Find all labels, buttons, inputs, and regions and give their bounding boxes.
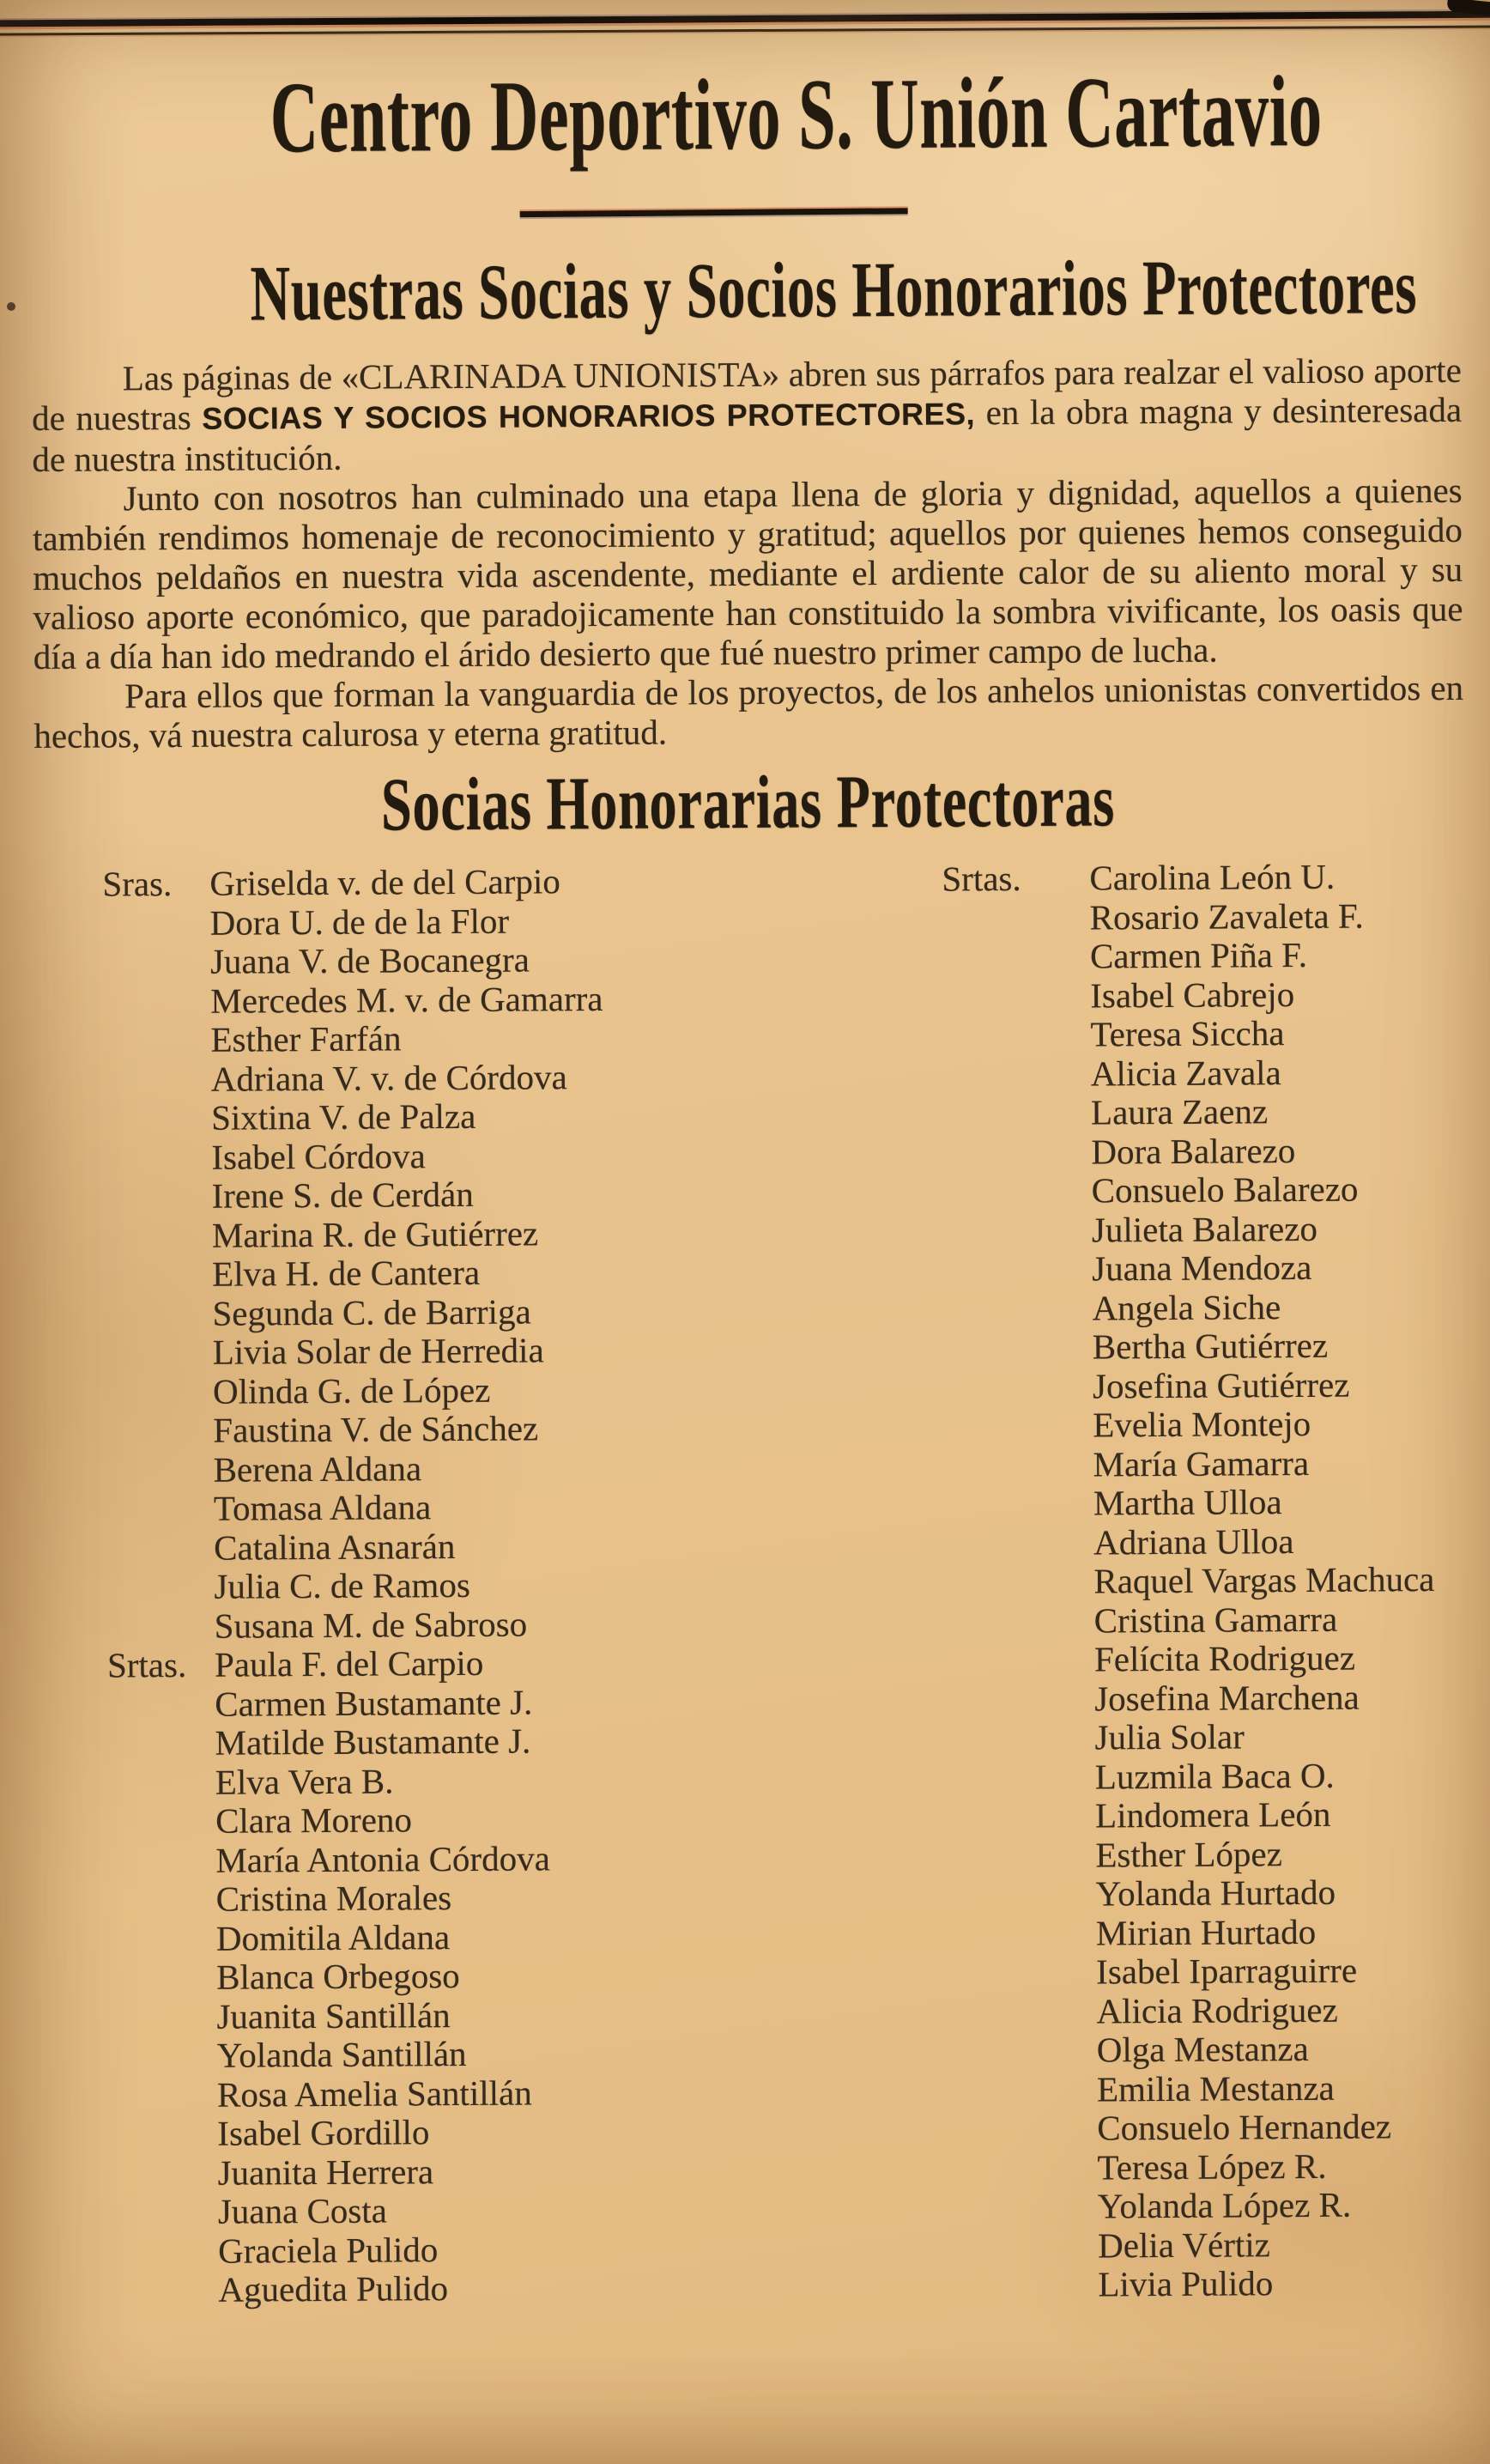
intro-p1-text-after: en la obra magna y desinteresada de nuestra institución. (32, 389, 1463, 480)
member-row (106, 1563, 845, 1607)
member-row (949, 2029, 1490, 2071)
member-name: Faustina V. de Sánchez (213, 1408, 539, 1450)
member-row (942, 1013, 1490, 1055)
member-name: Julia Solar (1094, 1716, 1245, 1757)
member-name: Adriana Ulloa (1093, 1520, 1294, 1562)
member-name: Isabel Gordillo (217, 2112, 430, 2153)
member-row (950, 2224, 1490, 2266)
member-row (102, 860, 840, 904)
member-name: Juana Costa (217, 2190, 388, 2231)
member-name: Josefina Marchena (1094, 1677, 1360, 1718)
member-name: Juanita Santillán (216, 1994, 451, 2036)
member-row (949, 2067, 1490, 2109)
member-row (111, 2188, 849, 2232)
intro-p1-bold-text: SOCIAS Y SOCIOS HONORARIOS PROTECTORES, (202, 396, 976, 436)
member-name: Carmen Bustamante J. (215, 1681, 533, 1724)
member-name: Dora U. de de la Flor (209, 901, 510, 943)
member-row (109, 1954, 847, 1998)
member-row (103, 1017, 841, 1060)
member-name: Cristina Morales (215, 1878, 452, 1919)
member-row (943, 1091, 1490, 1133)
member-name: Juanita Herrera (217, 2151, 434, 2193)
member-row (948, 1911, 1490, 1953)
member-row (948, 1951, 1490, 1993)
member-row (950, 2263, 1490, 2305)
member-name: Juana Mendoza (1092, 1247, 1312, 1289)
members-column-right (942, 857, 1490, 2305)
honorific-prefix: Sras. (102, 864, 173, 904)
member-row (105, 1173, 843, 1217)
member-row (106, 1329, 844, 1373)
members-column-left (102, 860, 849, 2310)
member-name: Yolanda Santillán (216, 2033, 467, 2075)
member-name: Carolina León U. (1089, 856, 1336, 898)
member-name: Olga Mestanza (1096, 2028, 1309, 2070)
member-name: Aguedita Pulido (218, 2268, 449, 2309)
section-heading: Socias Honorarias Protectoras (381, 759, 1116, 847)
member-name: Cristina Gamarra (1093, 1599, 1338, 1640)
member-row (106, 1525, 845, 1569)
member-name: Alicia Rodriguez (1096, 1989, 1338, 2030)
member-name: Blanca Orbegoso (216, 1956, 460, 1997)
member-row (110, 2110, 848, 2154)
member-row (105, 1290, 843, 1334)
member-name: Lindomera León (1094, 1793, 1331, 1836)
member-row (949, 2107, 1490, 2149)
member-name: Elva H. de Cantera (212, 1252, 481, 1294)
member-row (944, 1247, 1490, 1290)
intro-paragraph-2: Junto con nosotros han culminado una etapa llena de gloria y dignidad, aquellos a quienes también rendimos homenaje de reconocimiento y gratitud; aquellos por quienes hemos conseguido muchos peldaños en nuestra vida ascendente, mediante el ardiente calor de su aliento moral y su valioso aporte económico, que paradojicamente han constituido la sombra vivificante, los oasis que día a día han ido medrando el árido desierto que fué nuestro primer campo de lucha. (32, 470, 1463, 677)
member-name: Bertha Gutiérrez (1092, 1325, 1329, 1367)
member-name: Domitila Aldana (215, 1916, 451, 1958)
member-name: Irene S. de Cerdán (211, 1174, 474, 1216)
member-name: Laura Zaenz (1090, 1091, 1269, 1132)
member-row (106, 1369, 844, 1412)
member-name: Consuelo Balarezo (1091, 1168, 1359, 1211)
member-name: María Antonia Córdova (215, 1837, 550, 1880)
member-row (110, 2032, 848, 2076)
member-row (107, 1720, 845, 1763)
member-name: Evelia Montejo (1093, 1403, 1311, 1445)
member-row (948, 1872, 1490, 1915)
member-row (109, 1876, 847, 1920)
member-row (949, 2145, 1490, 2188)
member-row (111, 2267, 849, 2310)
member-row (105, 1251, 843, 1295)
member-name: Rosario Zavaleta F. (1089, 895, 1364, 938)
member-name: Julia C. de Ramos (214, 1564, 470, 1606)
title-divider-rule (520, 208, 908, 217)
page-subtitle: Nuestras Socias y Socios Honorarios Protectores (250, 242, 1418, 337)
member-name: Teresa López R. (1097, 2145, 1327, 2187)
member-name: Adriana V. v. de Córdova (210, 1056, 567, 1099)
member-name: Alicia Zavala (1090, 1052, 1281, 1094)
member-name: Catalina Asnarán (214, 1526, 456, 1568)
member-row (110, 2150, 848, 2194)
member-name: Sixtina V. de Palza (210, 1095, 476, 1138)
member-row (106, 1407, 844, 1451)
member-row (104, 1134, 842, 1178)
member-name: Martha Ulloa (1093, 1482, 1282, 1523)
member-name: Esther López (1095, 1833, 1282, 1874)
member-row (942, 935, 1490, 977)
member-name: Rosa Amelia Santillán (216, 2073, 532, 2115)
honorific-prefix: Srtas. (942, 859, 1021, 899)
member-row (942, 857, 1490, 899)
member-name: Clara Moreno (215, 1799, 413, 1841)
intro-paragraphs (32, 350, 1464, 756)
member-name: Matilde Bustamante J. (215, 1721, 531, 1763)
member-row (944, 1286, 1490, 1328)
member-name: Paula F. del Carpio (214, 1642, 484, 1684)
member-name: Olinda G. de López (212, 1369, 491, 1411)
honorific-prefix: Srtas. (106, 1644, 187, 1685)
member-row (946, 1560, 1490, 1602)
member-name: Dora Balarezo (1091, 1130, 1296, 1172)
members-list (3, 857, 1490, 2326)
member-row (947, 1638, 1490, 1680)
member-name: Livia Solar de Herredia (212, 1330, 544, 1372)
member-row (103, 978, 841, 1022)
member-name: Livia Pulido (1098, 2263, 1274, 2304)
member-row (950, 2185, 1490, 2227)
member-name: Berena Aldana (213, 1447, 422, 1490)
member-name: Carmen Piña F. (1089, 934, 1308, 976)
member-name: Raquel Vargas Machuca (1093, 1559, 1435, 1601)
member-name: Consuelo Hernandez (1097, 2106, 1392, 2148)
member-name: Luzmila Baca O. (1094, 1755, 1335, 1796)
member-row (945, 1442, 1490, 1484)
member-row (104, 1056, 842, 1100)
member-row (103, 938, 841, 982)
member-row (946, 1520, 1490, 1563)
member-row (942, 974, 1490, 1016)
member-row (105, 1212, 843, 1256)
member-name: Josefina Gutiérrez (1092, 1364, 1350, 1406)
member-name: Angela Siche (1092, 1286, 1281, 1328)
intro-paragraph-1 (32, 350, 1463, 479)
intro-paragraph-3: Para ellos que forman la vanguardia de los proyectos, de los anhelos unionistas convertidos en hechos, vá nuestra calurosa y eterna gratitud. (33, 667, 1464, 756)
member-row (948, 1794, 1490, 1836)
member-name: Tomasa Aldana (213, 1487, 432, 1528)
member-row (109, 1994, 847, 2037)
member-name: Elva Vera B. (215, 1760, 394, 1802)
intro-p1-text: Las páginas de «CLARINADA UNIONISTA» abren sus párrafos para realzar el valioso aporte de nuestras (31, 349, 1462, 439)
member-name: María Gamarra (1093, 1442, 1310, 1484)
member-row (106, 1447, 844, 1490)
member-row (107, 1603, 845, 1647)
member-name: Esther Farfán (210, 1018, 402, 1059)
member-row (947, 1677, 1490, 1719)
member-name: Segunda C. de Barriga (212, 1290, 531, 1333)
member-row (944, 1208, 1490, 1250)
member-row (108, 1837, 846, 1881)
member-row (110, 2072, 848, 2115)
member-name: Isabel Iparraguirre (1096, 1950, 1358, 1992)
member-row (945, 1364, 1490, 1406)
member-name: Yolanda López R. (1097, 2184, 1352, 2226)
member-name: Delia Vértiz (1098, 2224, 1271, 2265)
member-row (104, 1095, 842, 1138)
member-name: Mirian Hurtado (1095, 1911, 1317, 1952)
member-row (942, 895, 1490, 938)
member-row (103, 900, 841, 944)
member-row (948, 1989, 1490, 2031)
member-row (944, 1169, 1490, 1211)
member-name: Yolanda Hurtado (1095, 1872, 1336, 1914)
member-name: Marina R. de Gutiérrez (211, 1212, 539, 1255)
member-row (948, 1755, 1490, 1797)
member-row (109, 1915, 847, 1959)
member-row (948, 1833, 1490, 1875)
member-row (106, 1485, 845, 1529)
member-name: Teresa Siccha (1090, 1013, 1285, 1054)
member-name: Mercedes M. v. de Gamarra (210, 978, 603, 1021)
member-name: Juana V. de Bocanegra (209, 939, 530, 981)
member-row (943, 1052, 1490, 1094)
member-row (943, 1130, 1490, 1172)
member-row (947, 1716, 1490, 1758)
member-row (111, 2228, 849, 2272)
member-row (945, 1404, 1490, 1446)
member-name: Isabel Cabrejo (1090, 974, 1295, 1016)
member-name: Emilia Mestanza (1096, 2067, 1335, 2109)
member-name: Graciela Pulido (218, 2229, 439, 2271)
member-name: Susana M. de Sabroso (214, 1604, 528, 1646)
member-name: Griselda v. de del Carpio (209, 861, 560, 903)
member-name: Isabel Córdova (211, 1135, 426, 1177)
member-row (108, 1798, 846, 1842)
member-row (108, 1759, 846, 1803)
member-name: Julieta Balarezo (1091, 1208, 1318, 1250)
member-row (946, 1482, 1490, 1524)
member-row (107, 1681, 845, 1725)
member-row (945, 1326, 1490, 1368)
page-title: Centro Deportivo S. Unión Cartavio (270, 54, 1323, 174)
member-row (107, 1642, 845, 1685)
member-name: Felícita Rodriguez (1093, 1637, 1356, 1679)
member-row (947, 1599, 1490, 1641)
